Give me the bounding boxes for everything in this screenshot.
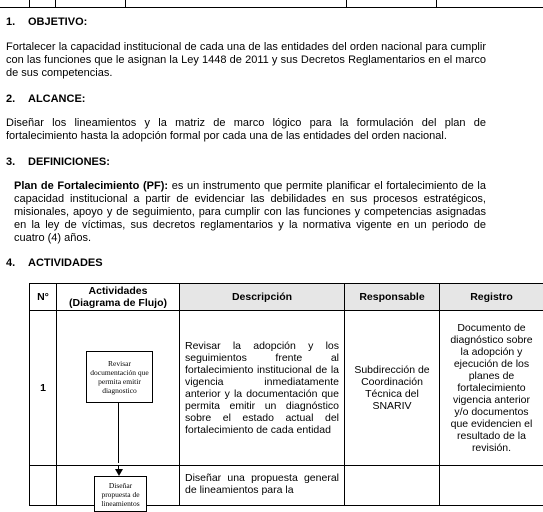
header-record: Registro bbox=[440, 284, 543, 311]
row-record: Documento de diagnóstico sobre la adopción y ejecución de los planes de fortalecimiento vigencia anterior y/o documentos que evidencien el resultado de la revisión. bbox=[440, 311, 543, 466]
definition-paragraph bbox=[14, 180, 486, 245]
previous-table-bottom-border bbox=[0, 0, 543, 8]
section-1-body: Fortalecer la capacidad institucional de cada una de las entidades del orden nacional para cumplir con las funciones que le asignan la Ley 1448 de 2011 y sus Decretos Reglamentarios en el marco de sus competencias. bbox=[6, 41, 486, 80]
header-number: N° bbox=[30, 284, 57, 311]
row-number: 1 bbox=[30, 311, 57, 466]
header-description: Descripción bbox=[180, 284, 345, 311]
section-4-heading bbox=[6, 257, 103, 269]
section-1-heading bbox=[6, 16, 87, 28]
section-title: ACTIVIDADES bbox=[28, 257, 103, 269]
section-title: OBJETIVO: bbox=[28, 16, 87, 28]
flowchart-box: Diseñar propuesta de lineamientos bbox=[94, 476, 147, 512]
flowchart-connector bbox=[118, 402, 119, 463]
section-number: 2. bbox=[6, 93, 28, 105]
row-description: Revisar la adopción y los seguimientos frente al fortalecimiento institucional de la vigencia inmediatamente anterior y la documentación que permita emitir un diagnóstico sobre el estado actual del fortalecimiento de cada entidad bbox=[180, 311, 345, 466]
row-responsible: Subdirección de Coordinación Técnica del SNARIV bbox=[345, 311, 440, 466]
section-title: DEFINICIONES: bbox=[28, 156, 110, 168]
header-activities: Actividades (Diagrama de Flujo) bbox=[57, 284, 180, 311]
definition-term: Plan de Fortalecimiento (PF): bbox=[14, 180, 168, 192]
section-2-body: Diseñar los lineamientos y la matriz de marco lógico para la formulación del plan de fortalecimiento hasta la adopción formal por cada una de las entidades del orden nacional. bbox=[6, 117, 486, 143]
flow-arrow-icon bbox=[115, 469, 123, 476]
header-responsible: Responsable bbox=[345, 284, 440, 311]
section-number: 4. bbox=[6, 257, 28, 269]
section-title: ALCANCE: bbox=[28, 93, 85, 105]
activities-table bbox=[29, 283, 543, 506]
row-description: Diseñar una propuesta general de lineamientos para la bbox=[180, 466, 345, 506]
section-2-heading bbox=[6, 93, 85, 105]
definition-text: es un instrumento que permite planificar el fortalecimiento de la capacidad institucional a partir de evidenciar las debilidades en sus procesos estratégicos, misionales, apoyo y de seguimiento, para cumplir con las funciones y competencias asignadas en la ley de víctimas, sus decretos reglamentarios y la normativa vigente en un periodo de cuatro (4) años. bbox=[14, 180, 486, 244]
flowchart-cell bbox=[57, 311, 180, 466]
table-header-row bbox=[30, 284, 543, 311]
section-number: 3. bbox=[6, 156, 28, 168]
section-3-heading bbox=[6, 156, 110, 168]
table-row bbox=[30, 311, 543, 466]
section-number: 1. bbox=[6, 16, 28, 28]
flowchart-box: Revisar documentación que permita emitir diagnostico bbox=[86, 351, 153, 403]
